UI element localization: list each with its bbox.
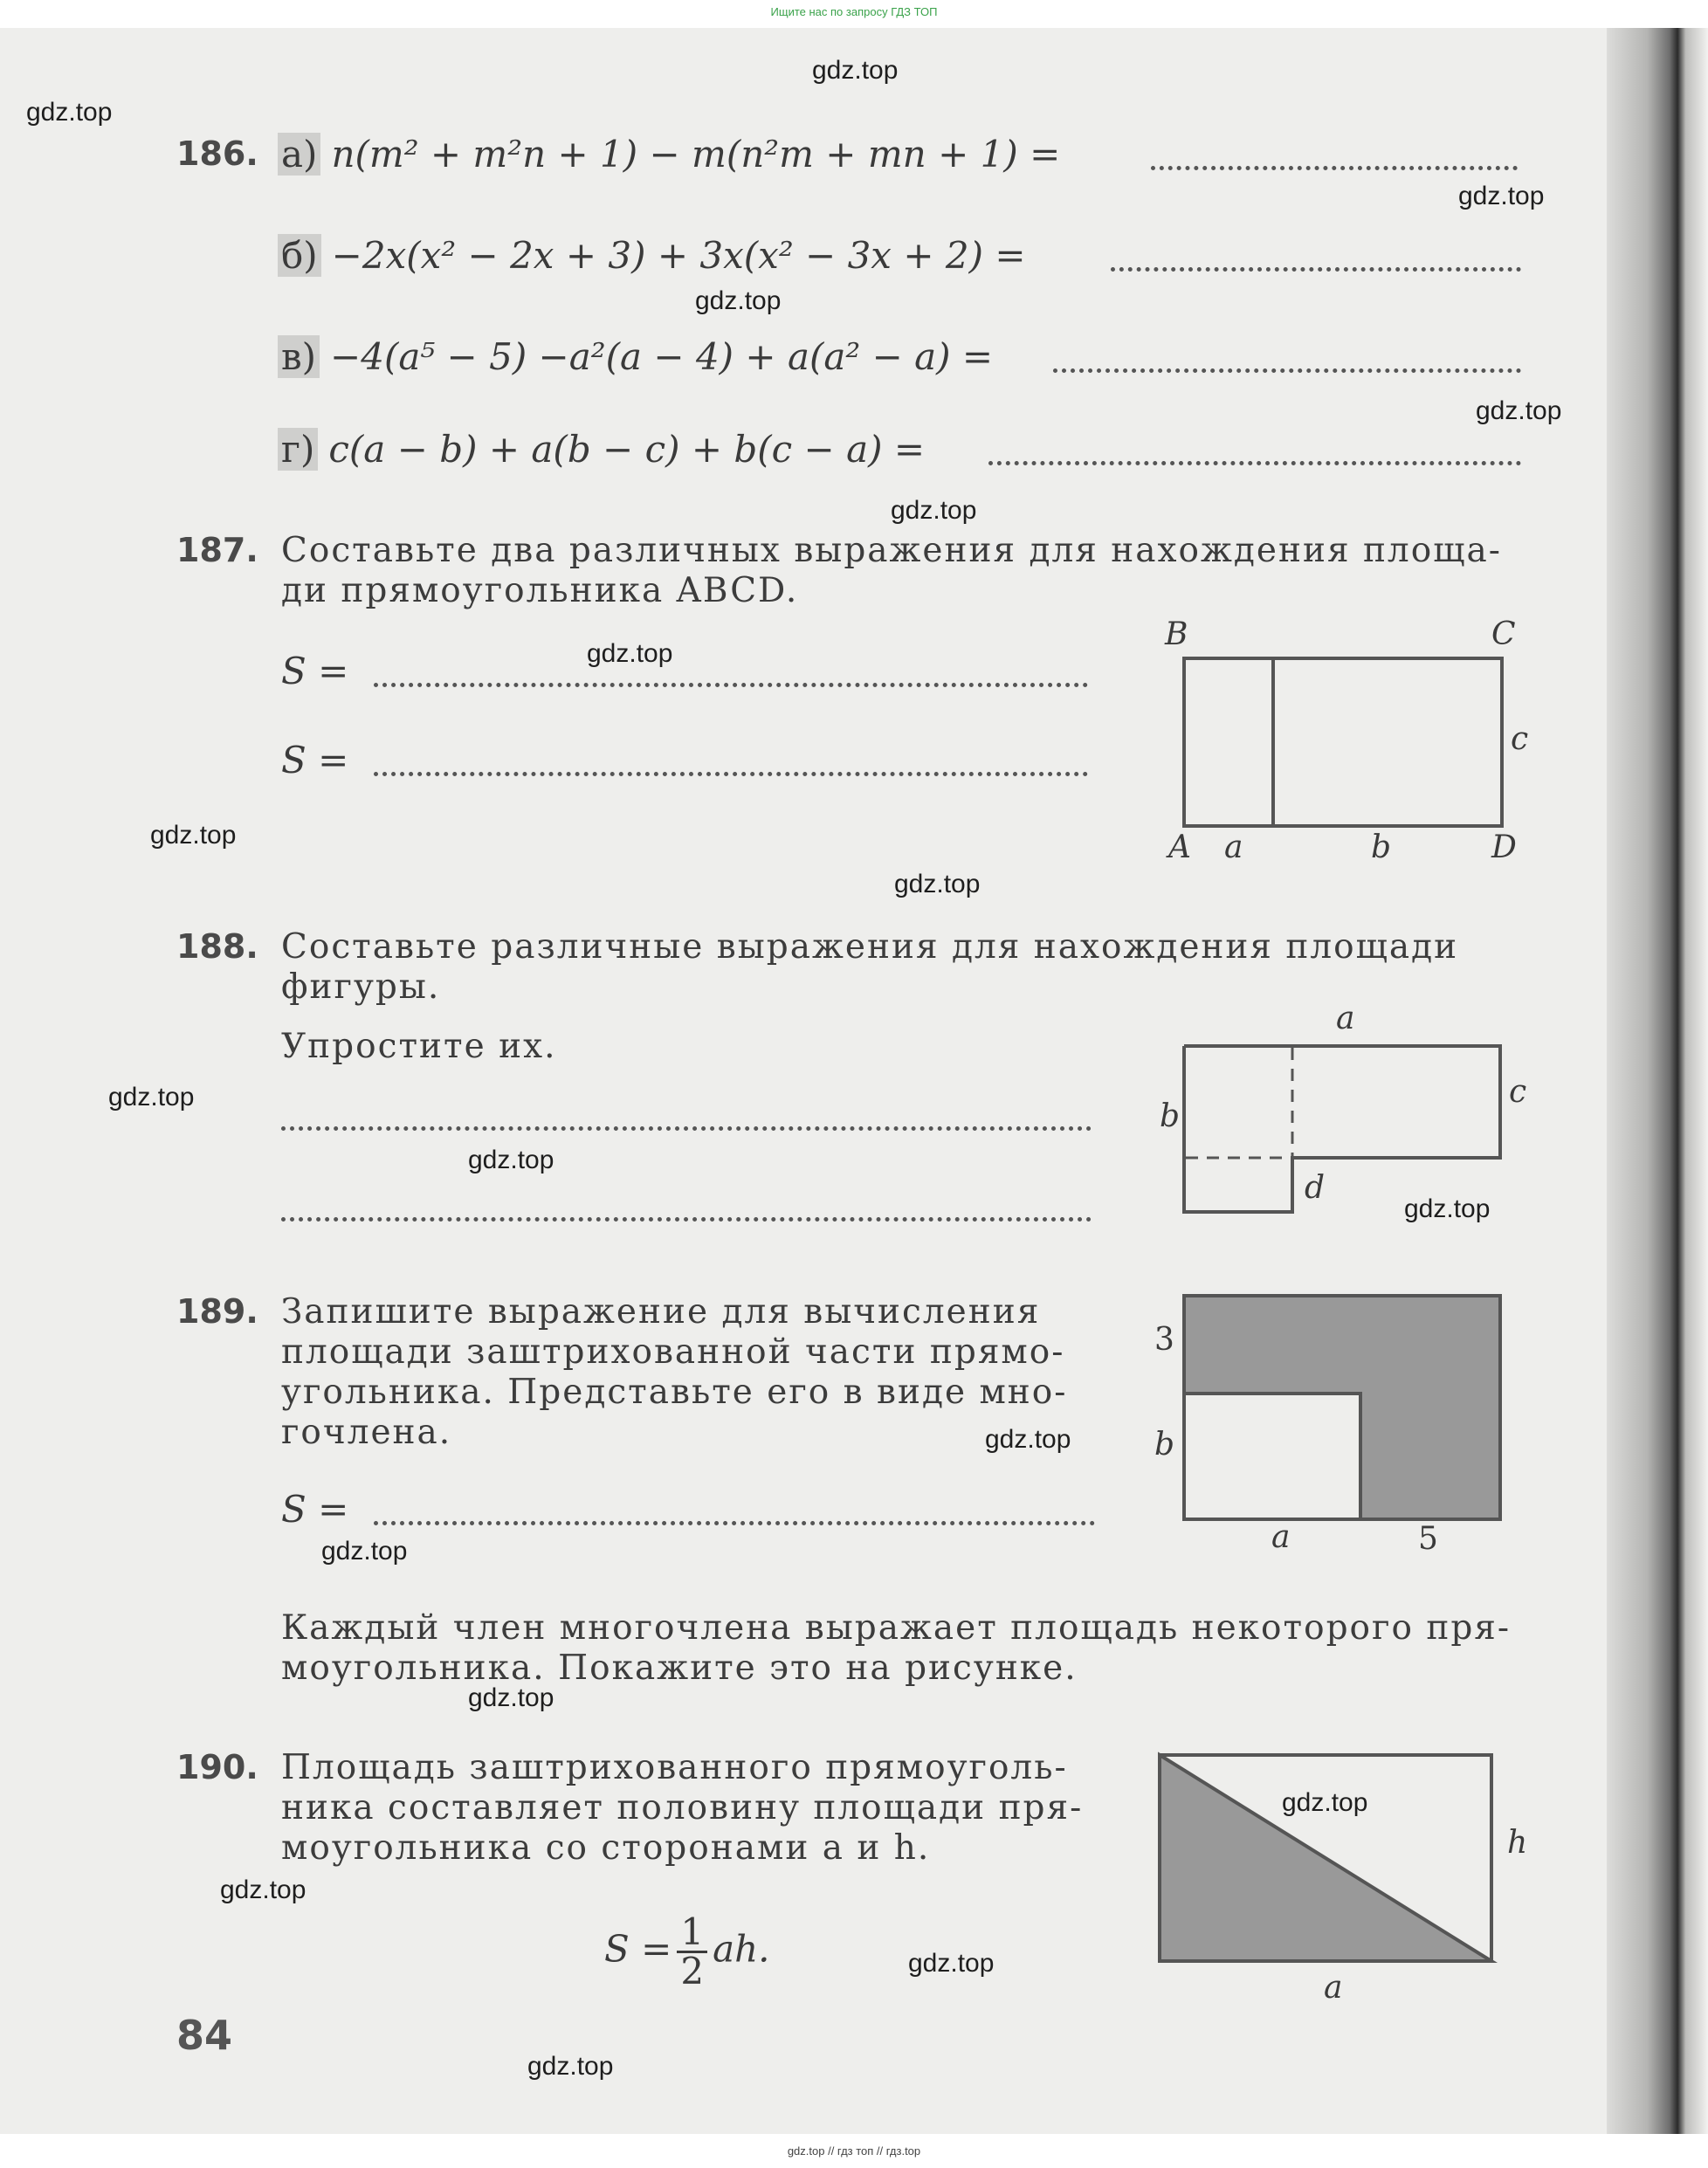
answer-line[interactable] <box>1111 267 1521 272</box>
ex188-text-line3: Упростите их. <box>281 1027 557 1066</box>
ex187-text-line1: Составьте два различных выражения для нахождения площа- <box>281 531 1502 570</box>
answer-line[interactable] <box>1053 368 1521 373</box>
ex189-text-line3: угольника. Представьте его в виде мно- <box>281 1373 1068 1412</box>
ex188-text-line2: фигуры. <box>281 967 441 1007</box>
ex187-s-label-2: S = <box>281 739 349 781</box>
answer-line[interactable] <box>988 461 1521 465</box>
answer-line[interactable] <box>374 683 1088 687</box>
vertex-d-label: D <box>1491 829 1517 865</box>
watermark: gdz.top <box>985 1425 1071 1454</box>
ex187-s-label-1: S = <box>281 650 349 692</box>
answer-line[interactable] <box>1151 166 1518 170</box>
ex186-item-b <box>278 234 1026 277</box>
watermark: gdz.top <box>26 98 113 127</box>
ex190-figure <box>1154 1750 1504 1968</box>
item-expression: −4(a⁵ − 5) −a²(a − 4) + a(a² − a) = <box>330 335 994 378</box>
vertex-b-label: B <box>1165 616 1188 652</box>
side-b-label: b <box>1160 1098 1181 1134</box>
watermark: gdz.top <box>695 286 782 315</box>
side-b-label: b <box>1371 829 1392 865</box>
watermark: gdz.top <box>812 56 899 85</box>
side-5-label: 5 <box>1418 1521 1438 1557</box>
exercise-number-187: 187. <box>176 531 258 569</box>
ex189-text-line1: Запишите выражение для вычисления <box>281 1292 1041 1332</box>
side-c-label: c <box>1509 1074 1527 1110</box>
formula-left: S = <box>604 1927 672 1971</box>
watermark: gdz.top <box>527 2052 614 2081</box>
side-c-label: c <box>1511 721 1529 757</box>
vertex-a-label: A <box>1168 829 1191 865</box>
ex190-text-line3: моугольника со сторонами a и h. <box>281 1828 931 1868</box>
ex189-note-line1: Каждый член многочлена выражает площадь некоторого пря- <box>281 1608 1512 1648</box>
item-label: г) <box>278 428 318 471</box>
answer-line[interactable] <box>374 772 1088 776</box>
ex188-text-line1: Составьте различные выражения для нахождения площади <box>281 927 1459 967</box>
side-a-label: a <box>1336 1001 1355 1036</box>
watermark: gdz.top <box>908 1949 995 1978</box>
ex190-text-line1: Площадь заштрихованного прямоуголь- <box>281 1748 1068 1787</box>
exercise-number-186: 186. <box>176 134 258 173</box>
watermark: gdz.top <box>468 1146 554 1174</box>
header-note[interactable]: Ищите нас по запросу ГДЗ ТОП <box>770 5 938 18</box>
ex186-item-v <box>278 335 993 378</box>
ex190-formula <box>604 1910 770 1992</box>
watermark: gdz.top <box>220 1875 306 1904</box>
ex189-figure <box>1179 1290 1511 1526</box>
watermark: gdz.top <box>468 1683 554 1712</box>
ex186-item-a <box>278 133 1060 176</box>
ex187-figure <box>1179 653 1511 833</box>
answer-line[interactable] <box>281 1217 1092 1222</box>
side-h-label: h <box>1507 1825 1528 1861</box>
formula-right: ah. <box>713 1927 770 1971</box>
fraction-denominator: 2 <box>680 1950 705 1992</box>
side-a-label: a <box>1271 1519 1291 1555</box>
page-number: 84 <box>176 2012 233 2059</box>
ex186-item-g <box>278 428 925 471</box>
item-expression: −2x(x² − 2x + 3) + 3x(x² − 3x + 2) = <box>331 234 1026 277</box>
ex188-figure <box>1179 1041 1511 1215</box>
watermark: gdz.top <box>891 496 977 525</box>
footer-note[interactable]: gdz.top // гдз топ // гдз.top <box>787 2144 921 2158</box>
ex187-text-line2: ди прямоугольника ABCD. <box>281 571 799 610</box>
side-3-label: 3 <box>1154 1322 1174 1358</box>
side-b-label: b <box>1154 1427 1175 1463</box>
item-label: в) <box>278 335 320 378</box>
item-label: б) <box>278 234 321 277</box>
ex189-text-line4: гочлена. <box>281 1413 452 1452</box>
ex189-text-line2: площади заштрихованной части прямо- <box>281 1332 1065 1372</box>
formula-fraction <box>677 1910 707 1992</box>
fraction-numerator: 1 <box>677 1914 707 1953</box>
answer-line[interactable] <box>374 1521 1095 1525</box>
exercise-number-190: 190. <box>176 1748 258 1786</box>
ex190-text-line2: ника составляет половину площади пря- <box>281 1788 1084 1827</box>
watermark: gdz.top <box>1404 1194 1491 1223</box>
watermark: gdz.top <box>1282 1788 1368 1817</box>
watermark: gdz.top <box>1458 182 1545 210</box>
watermark: gdz.top <box>150 821 237 850</box>
ex189-note-line2: моугольника. Покажите это на рисунке. <box>281 1648 1078 1688</box>
watermark: gdz.top <box>587 639 673 668</box>
item-label: а) <box>278 133 320 176</box>
item-expression: n(m² + m²n + 1) − m(n²m + mn + 1) = <box>331 133 1061 176</box>
side-a-label: a <box>1324 1970 1343 2006</box>
vertex-c-label: C <box>1491 616 1516 652</box>
side-d-label: d <box>1305 1170 1326 1206</box>
item-expression: c(a − b) + a(b − c) + b(c − a) = <box>328 428 926 471</box>
watermark: gdz.top <box>894 870 981 898</box>
side-a-label: a <box>1224 829 1243 865</box>
watermark: gdz.top <box>108 1083 195 1112</box>
exercise-number-188: 188. <box>176 927 258 966</box>
ex189-s-label: S = <box>281 1488 349 1531</box>
exercise-number-189: 189. <box>176 1292 258 1331</box>
answer-line[interactable] <box>281 1126 1092 1131</box>
watermark: gdz.top <box>1476 396 1562 425</box>
watermark: gdz.top <box>321 1537 408 1566</box>
book-spine-shadow <box>1607 28 1708 2134</box>
